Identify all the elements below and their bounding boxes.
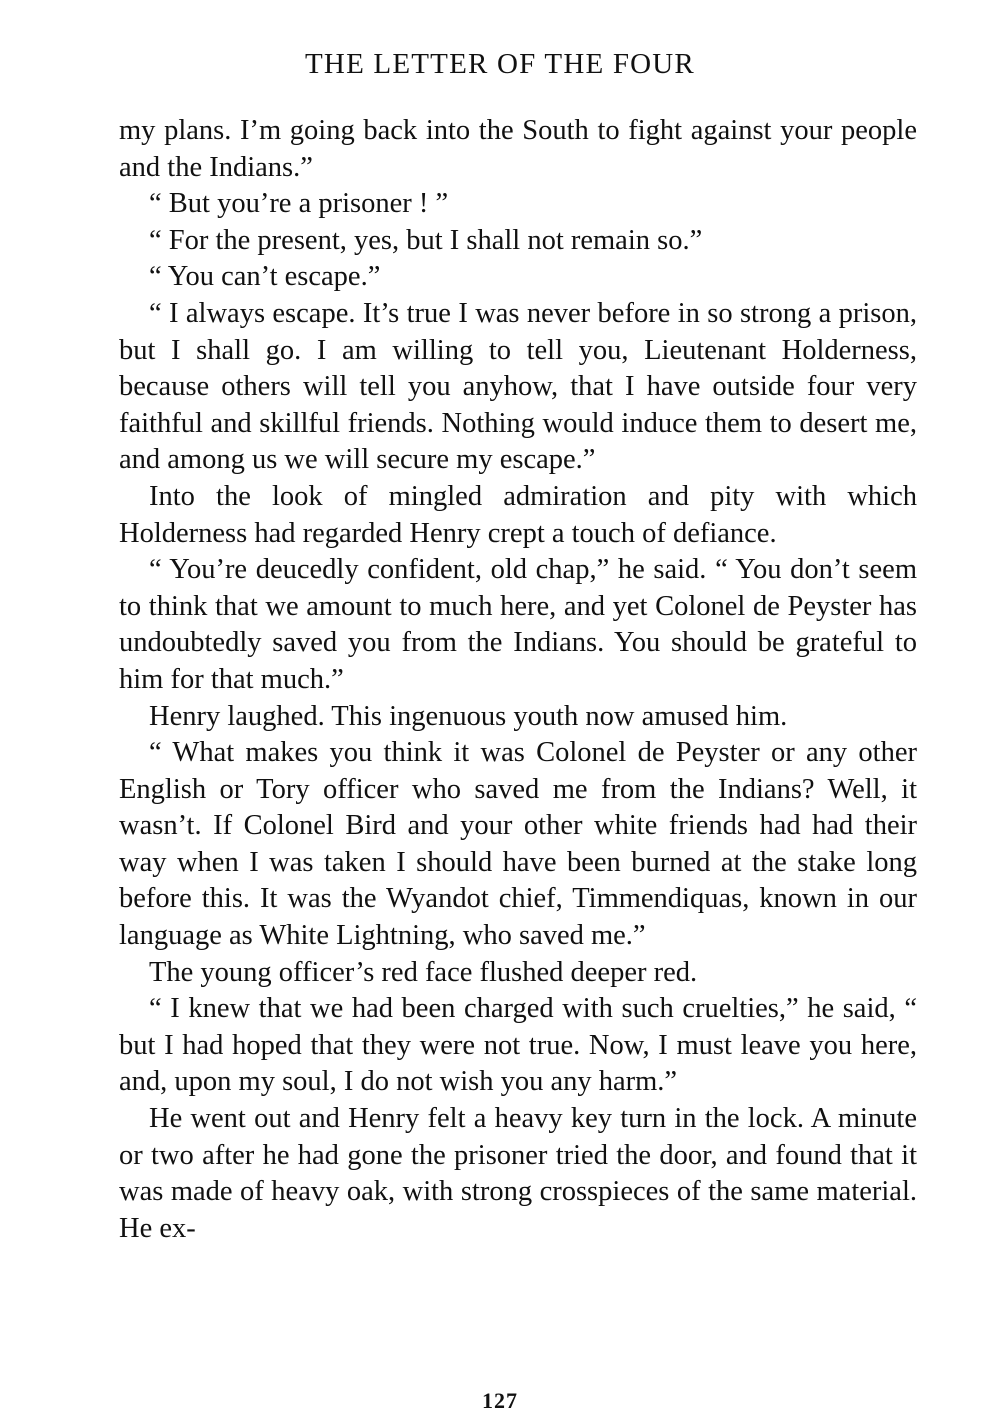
running-header-title: THE LETTER OF THE FOUR — [305, 48, 695, 80]
paragraph: “ I always escape. It’s true I was never before in so strong a prison, but I shall go. I am willing to tell you, Lieutenant Holderness, because others will tell you anyhow, that I have outside four very faithful and skillful friends. Nothing would induce them to desert me, and among us we will secure my escape.” — [119, 297, 917, 476]
paragraph: “ You’re deucedly confident, old chap,” he said. “ You don’t seem to think that we amount to much here, and yet Colonel de Peyster has undoubtedly saved you from the Indians. You should be grateful to him for that much.” — [119, 554, 917, 695]
page-number: 127 — [482, 1388, 518, 1413]
paragraph: The young officer’s red face flushed deeper red. — [149, 956, 698, 988]
body-text — [119, 113, 917, 1247]
paragraph: He went out and Henry felt a heavy key turn in the lock. A minute or two after he had gone the prisoner tried the door, and found that it was made of heavy oak, with strong crosspieces of the same material. He ex- — [119, 1103, 917, 1244]
paragraph: “ But you’re a prisoner ! ” — [149, 188, 449, 220]
paragraph: “ What makes you think it was Colonel de Peyster or any other English or Tory officer who saved me from the Indians? Well, it wasn’t. If Colonel Bird and your other white friends had had their way when I was taken I should have been burned at the stake long before this. It was the Wyandot chief, Timmendiquas, known in our language as White Lightning, who saved me.” — [119, 737, 917, 952]
paragraph: Into the look of mingled admiration and pity with which Holderness had regarded Henry crept a touch of defiance. — [119, 480, 917, 549]
paragraph: “ You can’t escape.” — [149, 261, 381, 293]
paragraph: my plans. I’m going back into the South to fight against your people and the Indians.” — [119, 115, 917, 183]
paragraph: “ For the present, yes, but I shall not remain so.” — [149, 224, 703, 256]
paragraph: “ I knew that we had been charged with such cruelties,” he said, “ but I had hoped that they were not true. Now, I must leave you here, and, upon my soul, I do not wish you any harm.” — [119, 993, 917, 1098]
paragraph: Henry laughed. This ingenuous youth now amused him. — [149, 700, 788, 732]
